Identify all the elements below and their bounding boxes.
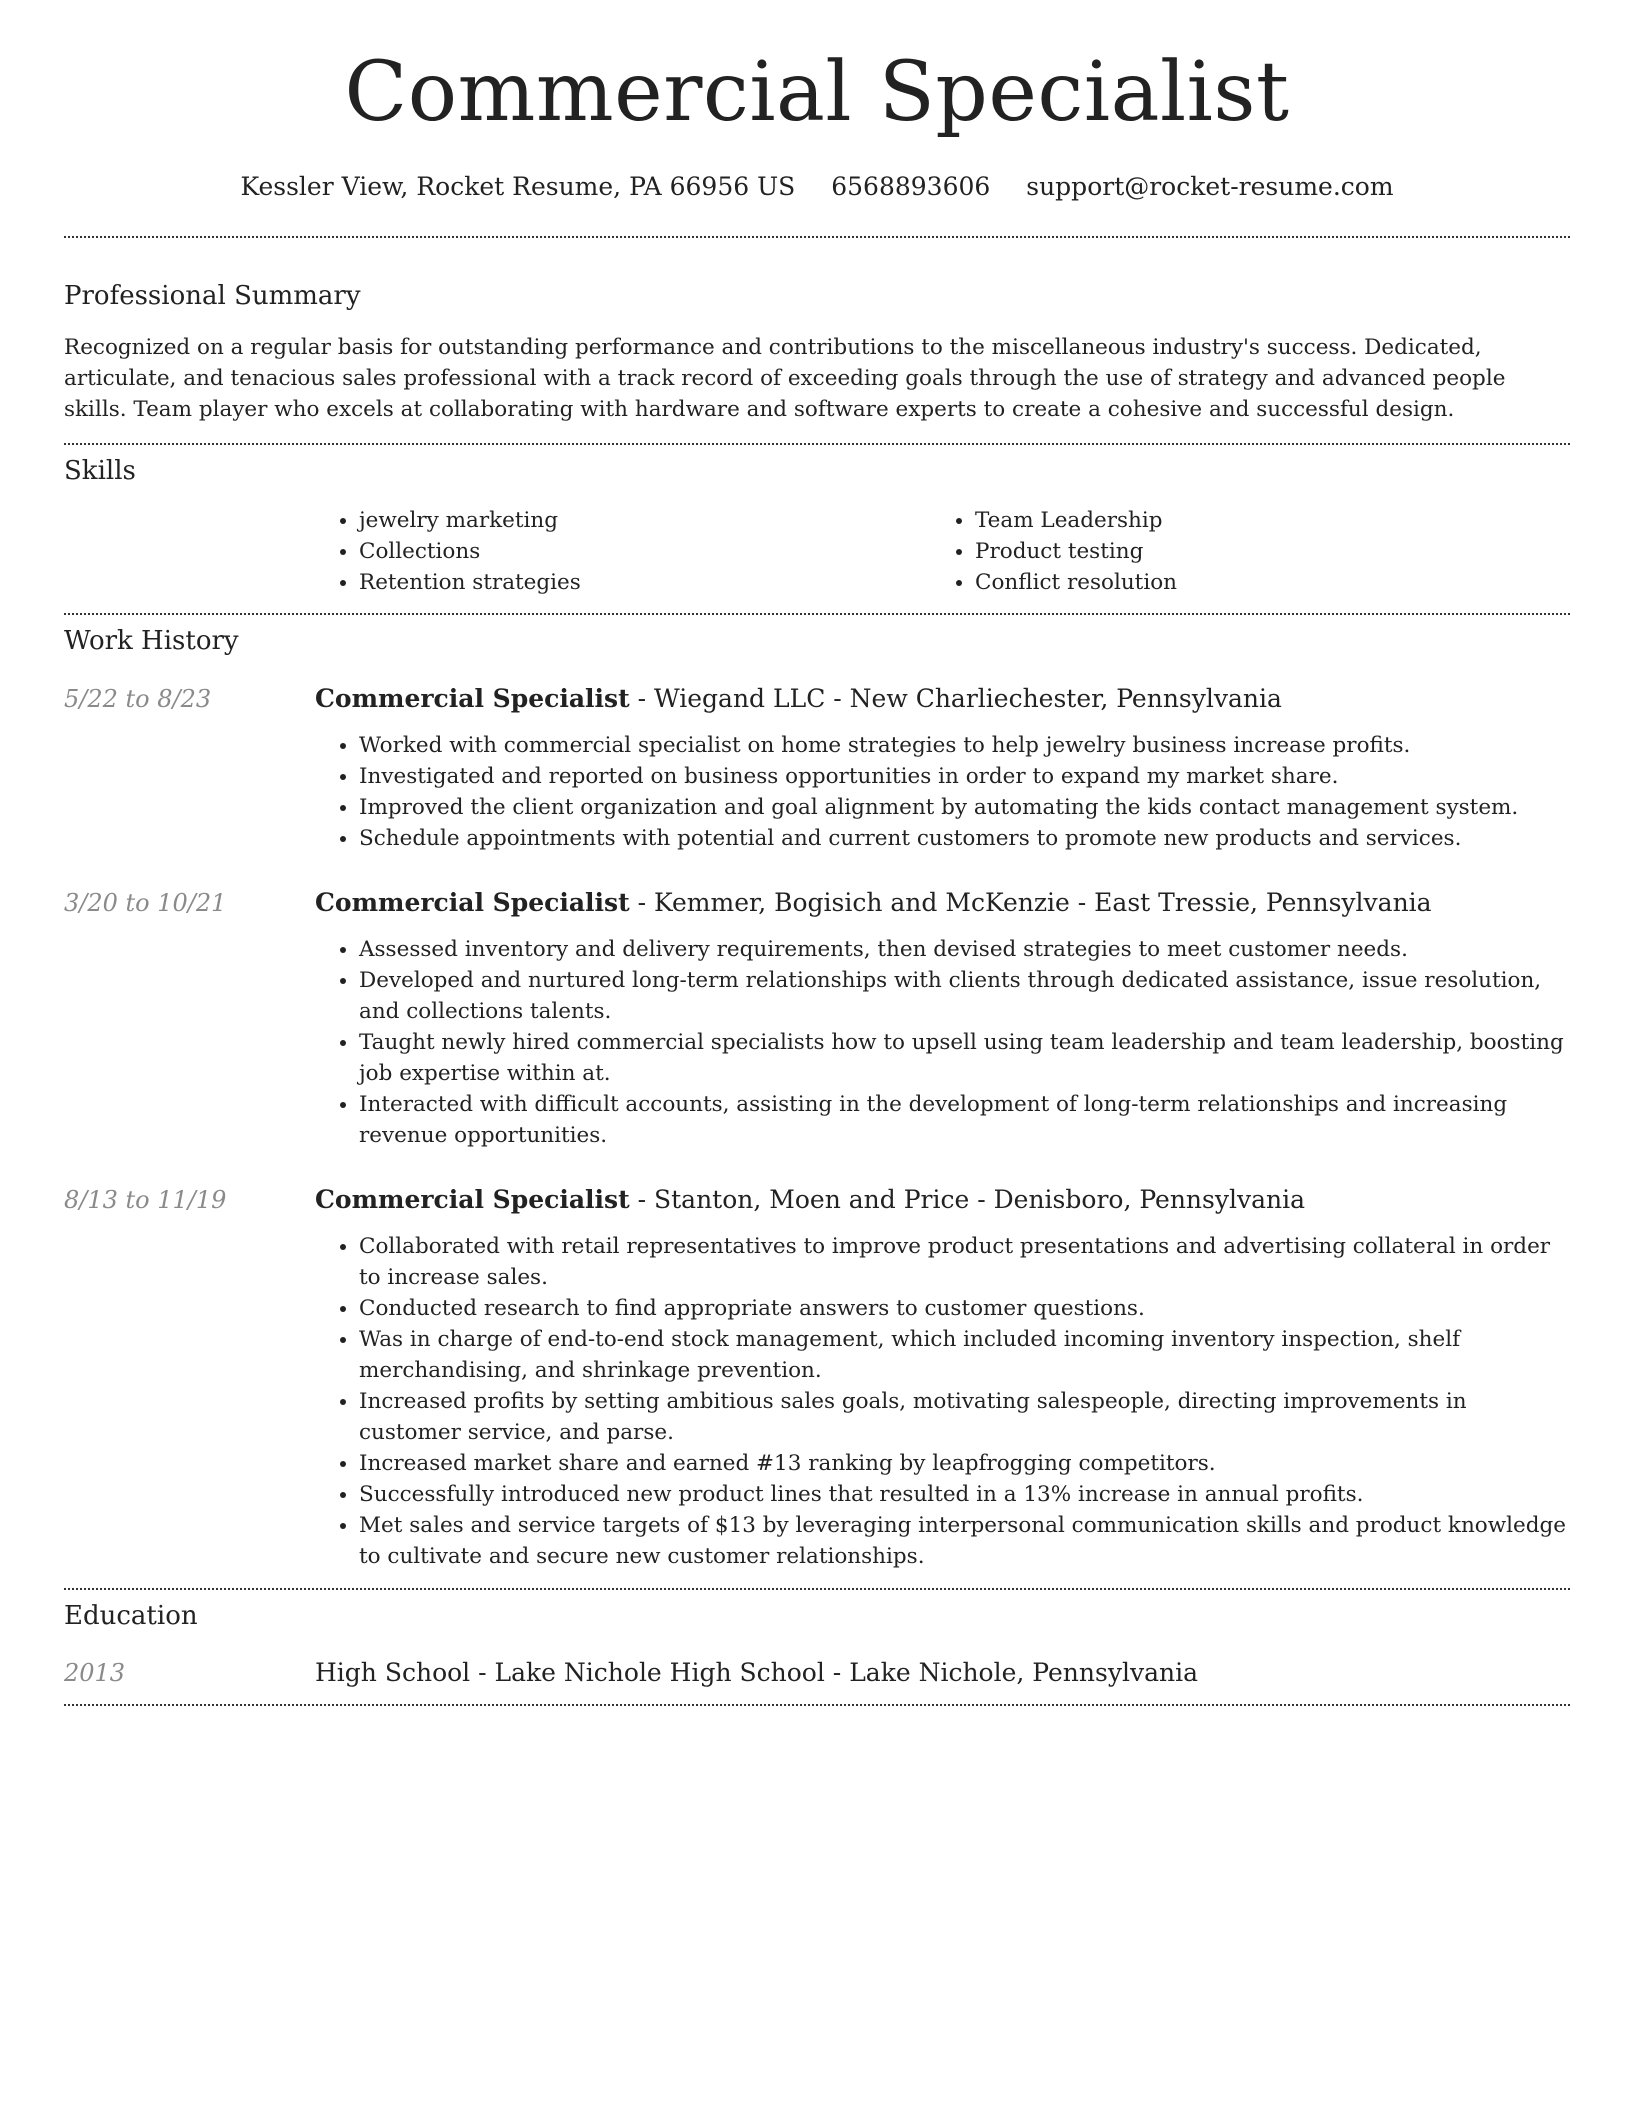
skill-item: • Conflict resolution: [975, 567, 1547, 598]
skills-section: [64, 445, 1570, 598]
resume-name: Commercial Specialist: [344, 45, 1290, 140]
contact-line: [64, 172, 1570, 202]
skills-list-left: [315, 505, 931, 598]
job-bullet: • Assessed inventory and delivery requirements, then devised strategies to meet customer needs.: [359, 934, 1570, 965]
skill-item: • Retention strategies: [359, 567, 931, 598]
work-title: Work History: [64, 626, 239, 657]
work-section: [64, 615, 1570, 1571]
job-bullet: • Schedule appointments with potential and current customers to promote new products and services.: [359, 823, 1570, 854]
resume-page: [64, 0, 1570, 1706]
skills-title: Skills: [64, 456, 136, 487]
job-bullet: • Collaborated with retail representatives to improve product presentations and advertising collateral in order to increase sales.: [359, 1231, 1570, 1293]
skills-column-right: [931, 505, 1547, 598]
summary-text: Recognized on a regular basis for outstanding performance and contributions to the miscellaneous industry's success. Dedicated, articulate, and tenacious sales professional with a track record of exceeding goals through the use of strategy and advanced people skills. Team player who excels at collaborating with hardware and software experts to create a cohesive and successful design.: [64, 335, 1506, 423]
job-employer: - Wiegand LLC - New Charliechester, Pennsylvania: [629, 683, 1282, 713]
skill-item: • Product testing: [975, 536, 1547, 567]
job-bullet: • Taught newly hired commercial specialists how to upsell using team leadership and team leadership, boosting job expertise within at.: [359, 1027, 1570, 1089]
education-text: High School - Lake Nichole High School - Lake Nichole, Pennsylvania: [315, 1657, 1198, 1687]
education-date: 2013: [64, 1658, 126, 1687]
job-bullet: • Conducted research to find appropriate answers to customer questions.: [359, 1293, 1570, 1324]
skill-item: • jewelry marketing: [359, 505, 931, 536]
job-employer: - Stanton, Moen and Price - Denisboro, Pennsylvania: [629, 1184, 1306, 1214]
job-entry: [64, 888, 1570, 1151]
job-bullets: [315, 1231, 1570, 1572]
job-role: Commercial Specialist: [315, 1184, 630, 1214]
skill-item: • Collections: [359, 536, 931, 567]
job-employer: - Kemmer, Bogisich and McKenzie - East Tressie, Pennsylvania: [629, 887, 1432, 917]
job-bullet: • Increased profits by setting ambitious sales goals, motivating salespeople, directing improvements in customer service, and parse.: [359, 1386, 1570, 1448]
job-dates: 3/20 to 10/21: [64, 888, 227, 917]
job-bullet: • Interacted with difficult accounts, assisting in the development of long-term relationships and increasing revenue opportunities.: [359, 1089, 1570, 1151]
job-dates: 5/22 to 8/23: [64, 684, 212, 713]
job-role: Commercial Specialist: [315, 683, 630, 713]
education-title: Education: [64, 1600, 198, 1631]
job-bullet: • Was in charge of end-to-end stock management, which included incoming inventory inspection, shelf merchandising, and shrinkage prevention.: [359, 1324, 1570, 1386]
contact-email: support@rocket-resume.com: [1026, 172, 1394, 201]
education-entry: [64, 1658, 1570, 1688]
job-header: [64, 888, 1570, 918]
job-title: [315, 888, 1432, 918]
summary-section: [64, 238, 1570, 425]
skills-column-left: [315, 505, 931, 598]
contact-address: Kessler View, Rocket Resume, PA 66956 US: [240, 172, 796, 201]
job-title: [315, 1185, 1305, 1215]
job-bullet: • Successfully introduced new product lines that resulted in a 13% increase in annual profits.: [359, 1479, 1570, 1510]
job-bullets: [315, 934, 1570, 1151]
summary-title: Professional Summary: [64, 281, 361, 311]
job-dates: 8/13 to 11/19: [64, 1185, 227, 1214]
skills-grid: [315, 505, 1570, 598]
job-bullet: • Developed and nurtured long-term relationships with clients through dedicated assistance, issue resolution, and collections talents.: [359, 965, 1570, 1027]
job-bullet: • Increased market share and earned #13 ranking by leapfrogging competitors.: [359, 1448, 1570, 1479]
job-bullets: [315, 730, 1570, 854]
job-header: [64, 684, 1570, 714]
job-bullet: • Met sales and service targets of $13 by leveraging interpersonal communication skills and product knowledge to cultivate and secure new customer relationships.: [359, 1510, 1570, 1572]
divider: [64, 1704, 1570, 1706]
job-entry: [64, 684, 1570, 854]
contact-phone: 6568893606: [831, 172, 991, 201]
job-bullet: • Worked with commercial specialist on home strategies to help jewelry business increase profits.: [359, 730, 1570, 761]
job-title: [315, 684, 1282, 714]
skill-item: • Team Leadership: [975, 505, 1547, 536]
job-bullet: • Investigated and reported on business opportunities in order to expand my market share.: [359, 761, 1570, 792]
education-section: [64, 1590, 1570, 1688]
job-role: Commercial Specialist: [315, 887, 630, 917]
job-header: [64, 1185, 1570, 1215]
job-entry: [64, 1185, 1570, 1572]
skills-list-right: [931, 505, 1547, 598]
job-bullet: • Improved the client organization and goal alignment by automating the kids contact management system.: [359, 792, 1570, 823]
